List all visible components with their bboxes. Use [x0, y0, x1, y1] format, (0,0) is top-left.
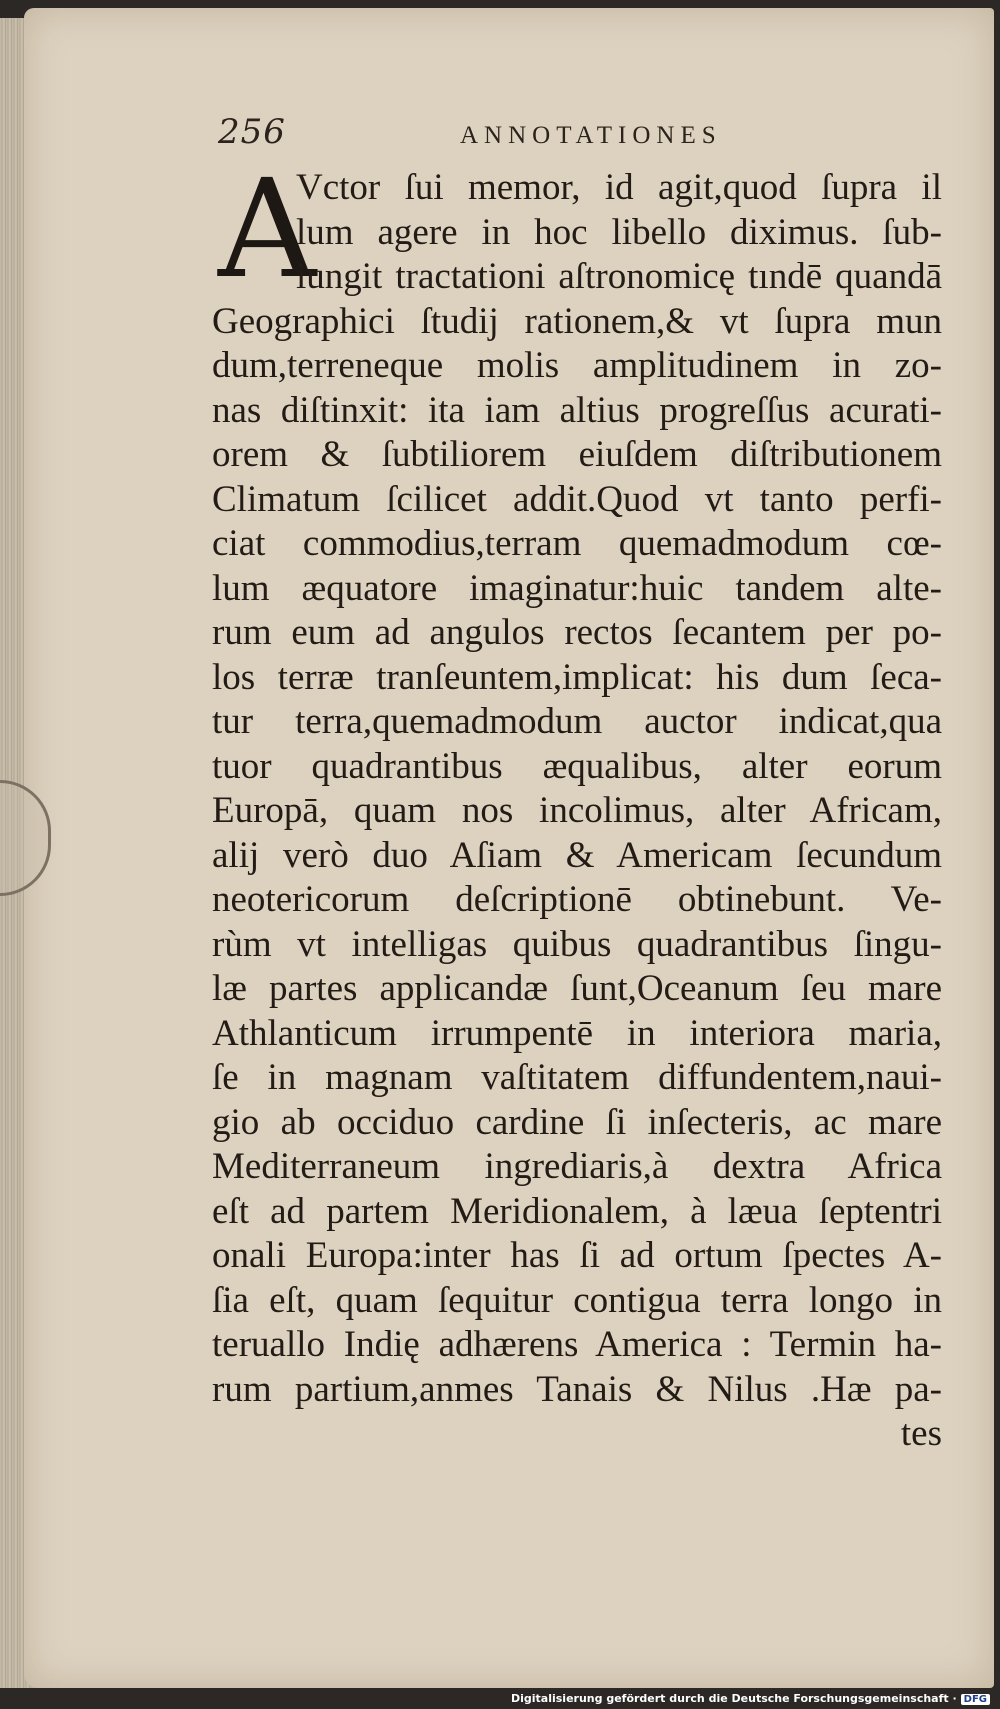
- page-number: 256: [218, 112, 286, 152]
- text-line: neotericorum deſcriptionē obtinebunt. Ve-: [212, 879, 942, 920]
- drop-cap-initial: A: [218, 151, 317, 309]
- text-line: ſia eſt, quam ſequitur contigua terra longo in: [212, 1279, 942, 1321]
- text-line: gio ab occiduo cardine ſi inſecteris, ac mare: [212, 1101, 942, 1143]
- text-line: onali Europa:inter has ſi ad ortum ſpectes A-: [212, 1235, 942, 1276]
- text-line: orem & ſubtiliorem eiuſdem diſtributionem: [212, 434, 942, 475]
- text-line: los terræ tranſeuntem,implicat: his dum ſeca-: [212, 656, 942, 698]
- text-line: tur terra,quemadmodum auctor indicat,qua: [212, 701, 942, 742]
- text-line: ciat commodius,terram quemadmodum cœ-: [212, 523, 942, 564]
- text-line: rum partium,anmes Tanais & Nilus .Hæ pa-: [212, 1368, 942, 1410]
- text-line: dum,terreneque molis amplitudinem in zo-: [212, 345, 942, 386]
- text-line: Mediterraneum ingrediaris,à dextra Africa: [212, 1146, 942, 1187]
- text-line: rum eum ad angulos rectos ſecantem per po-: [212, 612, 942, 653]
- text-line: Athlanticum irrumpentē in interiora maria,: [212, 1012, 942, 1054]
- text-line: Climatum ſcilicet addit.Quod vt tanto perfi-: [212, 478, 942, 520]
- running-head: ANNOTATIONES: [460, 122, 722, 149]
- text-line: tuor quadrantibus æqualibus, alter eorum: [212, 745, 942, 787]
- dfg-logo: DFG: [961, 1694, 990, 1705]
- text-line: eſt ad partem Meridionalem, à læua ſeptentri: [212, 1190, 942, 1232]
- text-line: Europā, quam nos incolimus, alter Africam,: [212, 790, 942, 831]
- text-line: læ partes applicandæ ſunt,Oceanum ſeu mare: [212, 968, 942, 1009]
- text-line: alij verò duo Aſiam & Americam ſecundum: [212, 834, 942, 876]
- text-line: teruallo Indię adhærens America : Termin ha-: [212, 1324, 942, 1365]
- text-line: Geographici ſtudij rationem,& vt ſupra mun: [212, 300, 942, 342]
- text-line: iungit tractationi aſtronomicę tındē quandā: [296, 256, 942, 297]
- text-line: lum agere in hoc libello diximus. ſub-: [296, 211, 942, 253]
- digitization-credit: [511, 1692, 990, 1705]
- text-line: Vctor ſui memor, id agit,quod ſupra il: [296, 167, 942, 208]
- text-line: lum æquatore imaginatur:huic tandem alte-: [212, 567, 942, 609]
- text-line: ſe in magnam vaſtitatem diffundentem,naui-: [212, 1057, 942, 1098]
- catchword: tes: [900, 1413, 942, 1454]
- credit-text: Digitalisierung gefördert durch die Deutsche Forschungsgemeinschaft ·: [510, 1692, 957, 1705]
- text-line: nas diſtinxit: ita iam altius progreſſus acurati-: [212, 389, 942, 431]
- body-text: [212, 166, 942, 1457]
- text-line: rùm vt intelligas quibus quadrantibus ſingu-: [212, 923, 942, 965]
